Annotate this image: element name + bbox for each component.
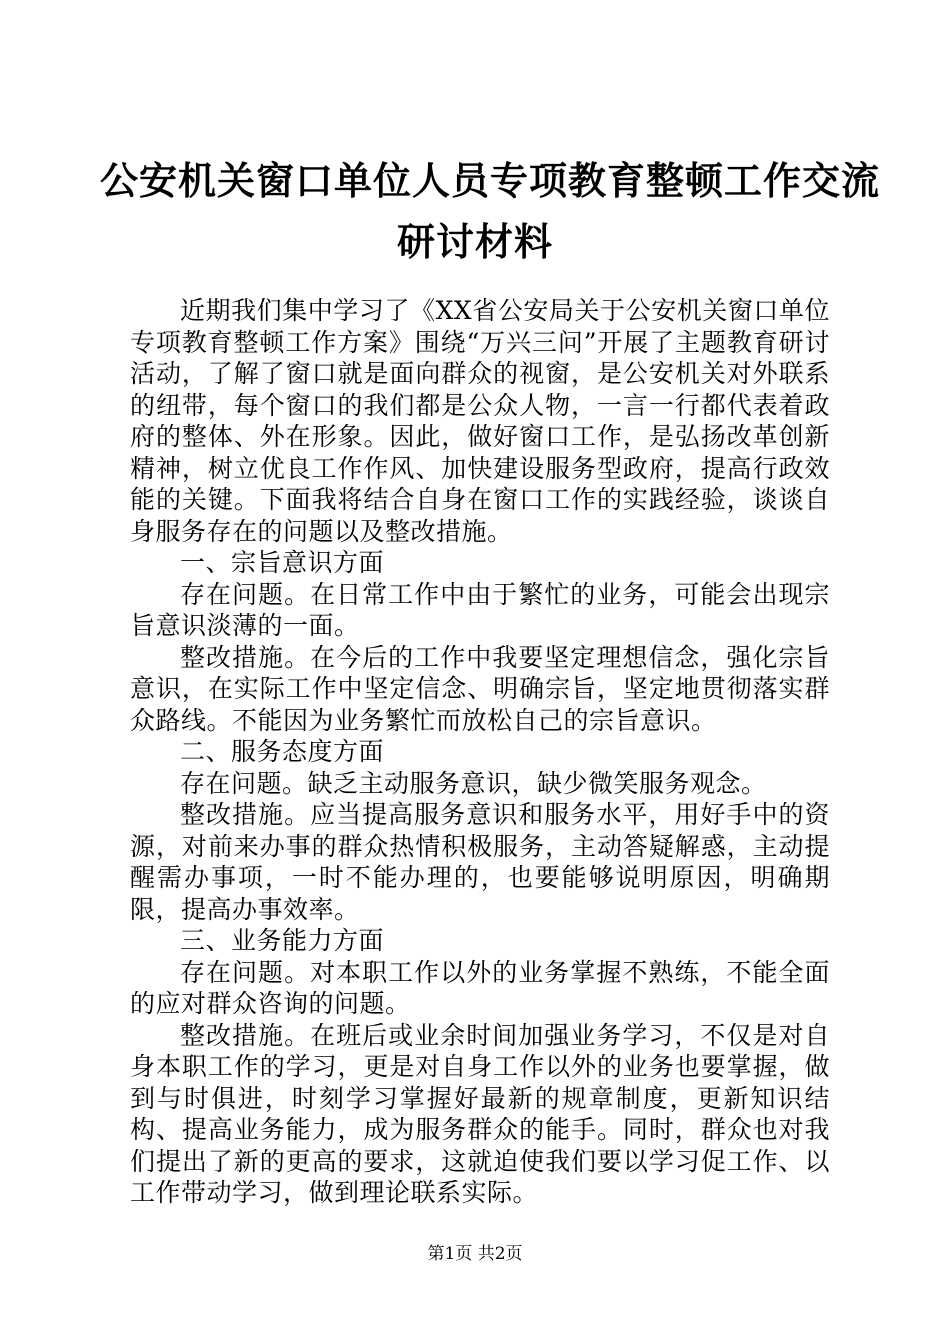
page-number-footer: 第1页 共2页 (427, 1244, 523, 1264)
section-heading-1: 一、宗旨意识方面 (180, 548, 385, 577)
section-3-problem: 存在问题。对本职工作以外的业务掌握不熟练，不能全面的应对群众咨询的问题。 (130, 957, 830, 1018)
section-1-problem: 存在问题。在日常工作中由于繁忙的业务，可能会出现宗旨意识淡薄的一面。 (130, 579, 830, 640)
intro-paragraph: 近期我们集中学习了《XX省公安局关于公安机关窗口单位专项教育整顿工作方案》围绕“万兴三问”开展了主题教育研讨活动，了解了窗口就是面向群众的视窗，是公安机关对外联系的纽带，每个窗口的我们都是公众人物，一言一行都代表着政府的整体、外在形象。因此，做好窗口工作，是弘扬改革创新精神，树立优良工作作风、加快建设服务型政府，提高行政效能的关键。下面我将结合自身在窗口工作的实践经验，谈谈自身服务存在的问题以及整改措施。 (130, 296, 830, 546)
document-title-line-1: 公安机关窗口单位人员专项教育整顿工作交流 (100, 158, 881, 203)
section-heading-3: 三、业务能力方面 (180, 926, 385, 955)
section-1-measures: 整改措施。在今后的工作中我要坚定理想信念，强化宗旨意识，在实际工作中坚定信念、明确宗旨，坚定地贯彻落实群众路线。不能因为业务繁忙而放松自己的宗旨意识。 (130, 642, 830, 735)
section-3-measures: 整改措施。在班后或业余时间加强业务学习，不仅是对自身本职工作的学习，更是对自身工作以外的业务也要掌握，做到与时俱进，时刻学习掌握好最新的规章制度，更新知识结构、提高业务能力，成为服务群众的能手。同时，群众也对我们提出了新的更高的要求，这就迫使我们要以学习促工作、以工作带动学习，做到理论联系实际。 (130, 1020, 830, 1207)
document-body (130, 295, 830, 1209)
document-title-line-2: 研讨材料 (396, 219, 553, 264)
section-2-problem: 存在问题。缺乏主动服务意识，缺少微笑服务观念。 (180, 768, 767, 798)
section-2-measures: 整改措施。应当提高服务意识和服务水平，用好手中的资源，对前来办事的群众热情积极服务，主动答疑解惑，主动提醒需办事项，一时不能办理的，也要能够说明原因，明确期限，提高办事效率。 (130, 800, 830, 924)
section-heading-2: 二、服务态度方面 (180, 737, 385, 766)
